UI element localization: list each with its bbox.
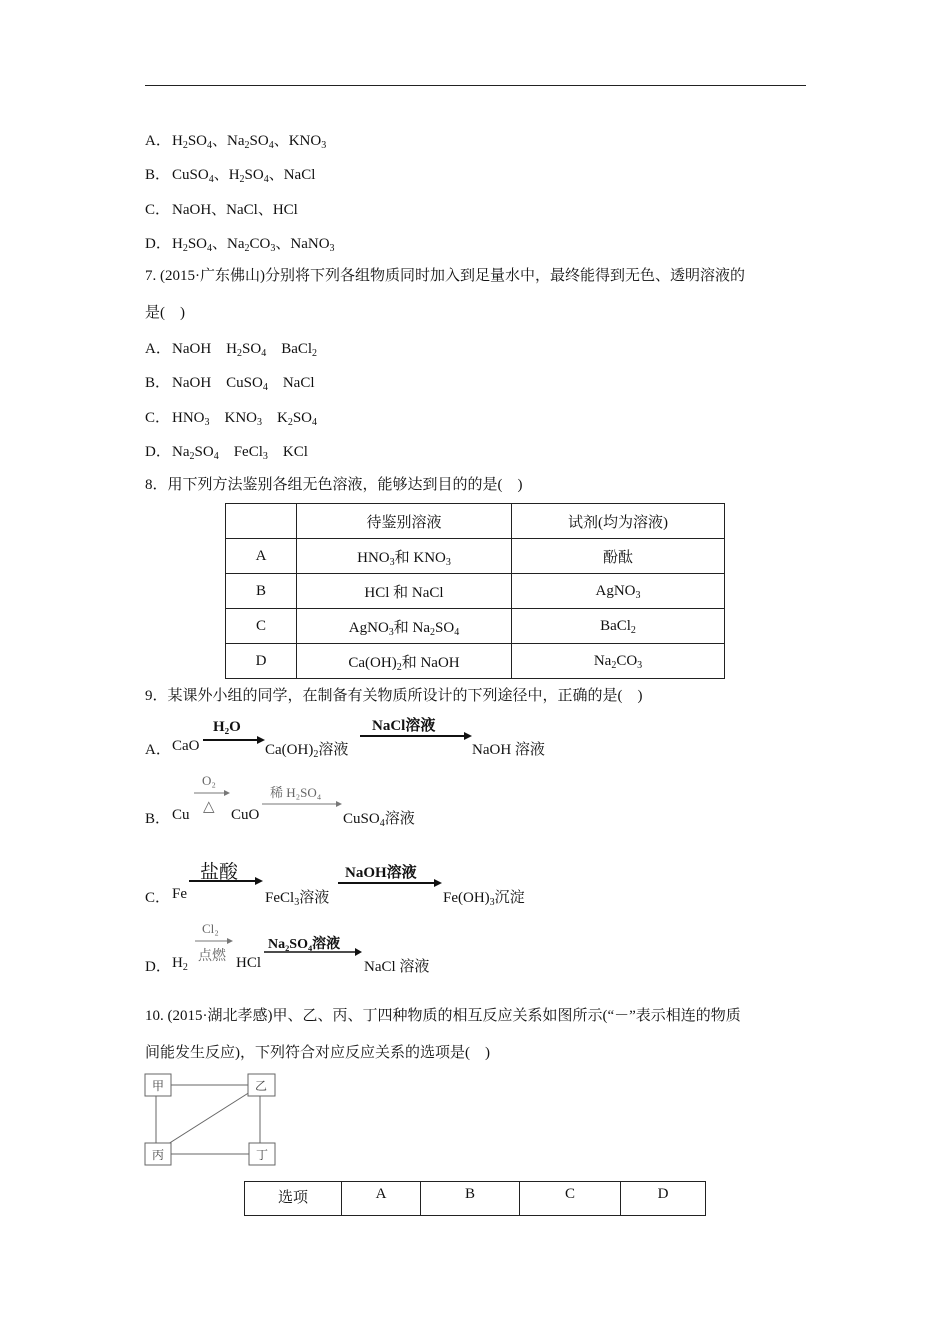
text-segment: SO (187, 133, 208, 149)
text-segment: K (262, 409, 288, 426)
subscript: 3 (637, 659, 643, 671)
q9-c-arrow1-label: 盐酸 (200, 861, 239, 883)
q9-c-s2 (265, 886, 329, 907)
q6-option-text (172, 198, 298, 219)
q8-row-solutions (297, 539, 512, 574)
q9-a-arrow1-label: H₂O (213, 719, 241, 735)
diagram-label-yi: 乙 (255, 1079, 268, 1093)
q8-table-row (226, 644, 725, 679)
text-segment: HNO (172, 409, 205, 426)
text-segment: 溶液 (299, 890, 330, 906)
diagram-link-bing-yi (168, 1092, 250, 1144)
q8-row-reagent (512, 644, 725, 679)
text-segment: BaCl (266, 341, 313, 357)
diagram-label-ding: 丁 (256, 1148, 269, 1162)
subscript: 2 (630, 624, 636, 636)
subscript: 2 (244, 140, 250, 151)
subscript: 4 (312, 416, 318, 428)
text-segment: Ca(OH) (348, 654, 397, 671)
q7-option-text (172, 371, 315, 392)
subscript: 4 (207, 242, 213, 254)
subscript: 3 (204, 416, 210, 428)
q8-row-reagent (512, 609, 725, 644)
text-segment: CO (249, 235, 271, 252)
q8-table-header (226, 504, 725, 539)
q9-d-arrow2-icon (264, 948, 362, 956)
q10-options-table (244, 1181, 706, 1216)
subscript: 2 (244, 242, 250, 254)
q9-b-arrow2-label: 稀 H₂SO₄ (270, 785, 322, 800)
subscript: 3 (388, 626, 394, 638)
q9-b-s3 (343, 807, 415, 828)
q10-header-cell: C (520, 1182, 621, 1216)
q10-relation-diagram (140, 1068, 285, 1174)
text-segment: H (172, 235, 183, 252)
q9-c-s3 (443, 886, 525, 907)
text-segment: 、Na (212, 235, 245, 252)
q10-header-cell: D (621, 1182, 706, 1216)
subscript: 2 (287, 416, 293, 428)
subscript: 4 (379, 818, 385, 829)
subscript: 3 (445, 556, 451, 568)
q10-header-cell: A (342, 1182, 421, 1216)
text-segment: 酚酞 (602, 549, 633, 566)
text-segment: SO (249, 133, 269, 149)
q7-option-letter: D． (145, 443, 171, 460)
subscript: 2 (611, 659, 617, 671)
subscript: 3 (270, 242, 276, 254)
subscript: 2 (239, 174, 245, 186)
q9-a-arrow2-label: NaCl溶液 (372, 718, 436, 734)
q9-b-s1: Cu (172, 807, 190, 823)
text-segment: Ca(OH) (265, 742, 314, 758)
text-segment: 、Na (212, 133, 245, 149)
q6-option-letter: C． (145, 201, 171, 218)
q9-d-s1 (172, 955, 188, 972)
text-segment: CuSO (343, 811, 380, 827)
text-segment: 溶液 (384, 811, 415, 827)
subscript: 2 (313, 749, 319, 760)
q10-stem-line1: 10. (2015·湖北孝感)甲、乙、丙、丁四种物质的相互反应关系如图所示(“－”表示相连的物质 (145, 1008, 741, 1024)
q6-option-letter: D． (145, 235, 171, 252)
text-segment: NaOH H (172, 341, 237, 357)
text-segment: H (172, 955, 183, 971)
q8-row-reagent (512, 539, 725, 574)
q9-b-arrow1-bottom: △ (203, 799, 215, 815)
q8-row-solutions (297, 574, 512, 609)
q9-d-s3: NaCl 溶液 (364, 959, 430, 975)
q6-option-text (172, 232, 335, 253)
q8-stem: 8．用下列方法鉴别各组无色溶液，能够达到目的的是( ) (145, 477, 523, 493)
subscript: 3 (321, 140, 327, 151)
q9-a-s2 (265, 738, 348, 759)
q10-table-header (245, 1182, 706, 1216)
q9-d-arrow2-label: Na₂SO₄溶液 (268, 937, 341, 952)
text-segment: NaOH CuSO (172, 375, 263, 392)
text-segment: KNO (209, 409, 257, 426)
text-segment: KCl (267, 443, 308, 460)
q9-a-arrow1-icon (203, 736, 265, 746)
text-segment: SO (187, 235, 208, 252)
q9-b-s2: CuO (231, 807, 260, 823)
q6-option-text (172, 163, 315, 184)
q7-option-letter: C． (145, 409, 171, 426)
text-segment: FeCl (265, 890, 295, 906)
subscript: 4 (263, 174, 269, 186)
q7-stem-line2: 是( ) (145, 305, 185, 321)
q6-option-text (172, 129, 326, 150)
q9-c-arrow2-label: NaOH溶液 (345, 865, 417, 881)
text-segment: BaCl (600, 617, 631, 634)
q8-header-cell (226, 504, 297, 539)
text-segment: 沉淀 (494, 890, 525, 906)
subscript: 3 (329, 242, 335, 254)
q8-table (225, 503, 725, 679)
text-segment: 、H (213, 167, 240, 184)
text-segment: HNO (357, 549, 390, 566)
q9-a-s3: NaOH 溶液 (472, 742, 545, 758)
q10-header-cell: 选项 (245, 1182, 342, 1216)
text-segment: SO (435, 619, 455, 636)
subscript: 4 (213, 450, 219, 462)
subscript: 3 (489, 897, 495, 908)
text-segment: SO (242, 341, 262, 357)
q9-d-letter: D． (145, 959, 171, 975)
q9-a-s1: CaO (172, 738, 200, 754)
text-segment: NaOH、NaCl、HCl (172, 201, 298, 218)
subscript: 4 (261, 348, 267, 359)
q8-row-solutions (297, 609, 512, 644)
text-segment: 和 KNO (394, 549, 446, 566)
q9-d-arrow1-bottom: 点燃 (198, 949, 226, 964)
subscript: 2 (189, 450, 195, 462)
q9-b-arrow1-icon (194, 789, 230, 797)
text-segment: CO (616, 652, 638, 669)
text-segment: CuSO (172, 167, 209, 184)
subscript: 2 (396, 661, 402, 673)
q6-option-letter: B． (145, 167, 171, 184)
text-segment: SO (292, 409, 313, 426)
subscript: 2 (182, 242, 188, 254)
q10-stem-line2: 间能发生反应)，下列符合对应反应关系的选项是( ) (145, 1045, 490, 1061)
subscript: 4 (208, 174, 214, 186)
subscript: 2 (430, 626, 436, 638)
header-rule (145, 85, 806, 86)
q9-stem: 9．某课外小组的同学，在制备有关物质所设计的下列途径中，正确的是( ) (145, 688, 643, 704)
q9-b-arrow1-top: O₂ (202, 773, 216, 788)
text-segment: SO (244, 167, 264, 184)
q9-a-arrow2-icon (360, 732, 472, 742)
q8-header-cell: 待鉴别溶液 (297, 504, 512, 539)
text-segment: 溶液 (318, 742, 349, 758)
text-segment: FeCl (218, 443, 263, 460)
text-segment: H (172, 133, 183, 149)
q8-row-label: D (226, 644, 297, 679)
subscript: 2 (237, 348, 242, 359)
q8-row-label: B (226, 574, 297, 609)
text-segment: HCl 和 NaCl (364, 584, 444, 601)
q9-b-letter: B． (145, 811, 171, 827)
q8-header-cell: 试剂(均为溶液) (512, 504, 725, 539)
q9-c-s1: Fe (172, 886, 187, 902)
q8-table-row (226, 574, 725, 609)
q7-option-text (172, 337, 317, 358)
subscript: 3 (294, 897, 300, 908)
q9-c-arrow1-icon (189, 877, 263, 887)
q7-option-letter: A． (145, 341, 171, 357)
q9-d-arrow1-icon (195, 937, 233, 945)
subscript: 3 (389, 556, 395, 568)
q7-stem-line1: 7. (2015·广东佛山)分别将下列各组物质同时加入到足量水中，最终能得到无色、透明溶液的 (145, 268, 745, 284)
q9-d-arrow1-top: Cl₂ (202, 921, 219, 936)
text-segment: AgNO (348, 619, 389, 636)
diagram-label-bing: 丙 (152, 1148, 165, 1162)
text-segment: AgNO (595, 582, 636, 599)
q8-row-reagent (512, 574, 725, 609)
subscript: 4 (262, 382, 268, 394)
q10-header-cell: B (421, 1182, 520, 1216)
subscript: 2 (312, 348, 318, 359)
subscript: 4 (207, 140, 213, 151)
q9-b-arrow2-icon (262, 800, 342, 808)
subscript: 4 (268, 140, 274, 151)
text-segment: 、NaCl (268, 167, 316, 184)
text-segment: 和 Na (393, 619, 431, 636)
q9-c-letter: C． (145, 890, 171, 906)
q7-option-letter: B． (145, 375, 171, 392)
text-segment: 和 NaOH (401, 654, 460, 671)
subscript: 4 (454, 626, 460, 638)
text-segment: SO (194, 443, 214, 460)
subscript: 3 (635, 589, 641, 601)
q8-row-label: C (226, 609, 297, 644)
q8-row-solutions (297, 644, 512, 679)
q8-table-row (226, 609, 725, 644)
subscript: 2 (182, 962, 188, 973)
q8-table-row (226, 539, 725, 574)
q7-option-text (172, 406, 317, 427)
q6-option-letter: A． (145, 133, 171, 149)
text-segment: Na (172, 443, 190, 460)
subscript: 2 (182, 140, 188, 151)
text-segment: 、KNO (273, 133, 322, 149)
text-segment: Na (593, 652, 612, 669)
text-segment: 、NaNO (275, 235, 330, 252)
q8-row-label: A (226, 539, 297, 574)
q9-d-s2: HCl (236, 955, 262, 971)
subscript: 3 (262, 450, 268, 462)
diagram-label-jia: 甲 (152, 1079, 165, 1093)
text-segment: Fe(OH) (443, 890, 490, 906)
subscript: 3 (257, 416, 262, 428)
q7-option-text (172, 440, 308, 461)
q9-a-letter: A． (145, 742, 171, 758)
q9-c-arrow2-icon (338, 879, 442, 889)
text-segment: NaCl (267, 375, 315, 392)
